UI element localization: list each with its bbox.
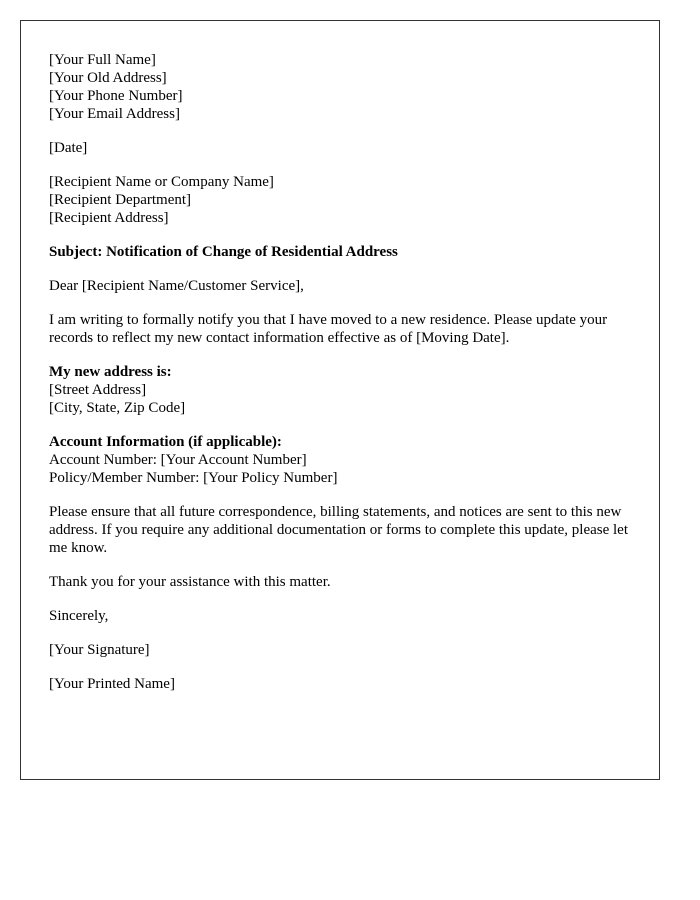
account-info-heading: Account Information (if applicable):: [49, 434, 282, 450]
recipient-department: [Recipient Department]: [49, 192, 192, 208]
date-text: [Date]: [49, 140, 88, 156]
sender-email: [Your Email Address]: [49, 106, 180, 122]
recipient-info: [49, 173, 631, 227]
signature-placeholder: [Your Signature]: [49, 642, 150, 658]
sender-phone: [Your Phone Number]: [49, 88, 183, 104]
recipient-name: [Recipient Name or Company Name]: [49, 174, 274, 190]
account-info-section: [49, 433, 631, 487]
account-number: Account Number: [Your Account Number]: [49, 452, 307, 468]
salutation: Dear [Recipient Name/Customer Service],: [49, 278, 304, 294]
closing: Sincerely,: [49, 608, 109, 624]
letter-document: [20, 20, 660, 780]
sender-info: [49, 51, 631, 123]
new-street-address: [Street Address]: [49, 382, 147, 398]
sender-full-name: [Your Full Name]: [49, 52, 156, 68]
request-paragraph: Please ensure that all future correspondence, billing statements, and notices are sent to this new address. If you require any additional documentation or forms to complete this update, please let me know.: [49, 504, 628, 556]
thanks-line: Thank you for your assistance with this matter.: [49, 574, 331, 590]
letter-date: [49, 139, 631, 157]
intro-paragraph: I am writing to formally notify you that I have moved to a new residence. Please update your records to reflect my new contact information effective as of [Moving Date].: [49, 312, 608, 346]
new-address-section: [49, 363, 631, 417]
recipient-address: [Recipient Address]: [49, 210, 169, 226]
new-address-heading: My new address is:: [49, 364, 172, 380]
subject-line: Subject: Notification of Change of Residential Address: [49, 244, 398, 260]
policy-number: Policy/Member Number: [Your Policy Number]: [49, 470, 338, 486]
sender-old-address: [Your Old Address]: [49, 70, 167, 86]
printed-name: [Your Printed Name]: [49, 676, 175, 692]
new-city-state-zip: [City, State, Zip Code]: [49, 400, 186, 416]
